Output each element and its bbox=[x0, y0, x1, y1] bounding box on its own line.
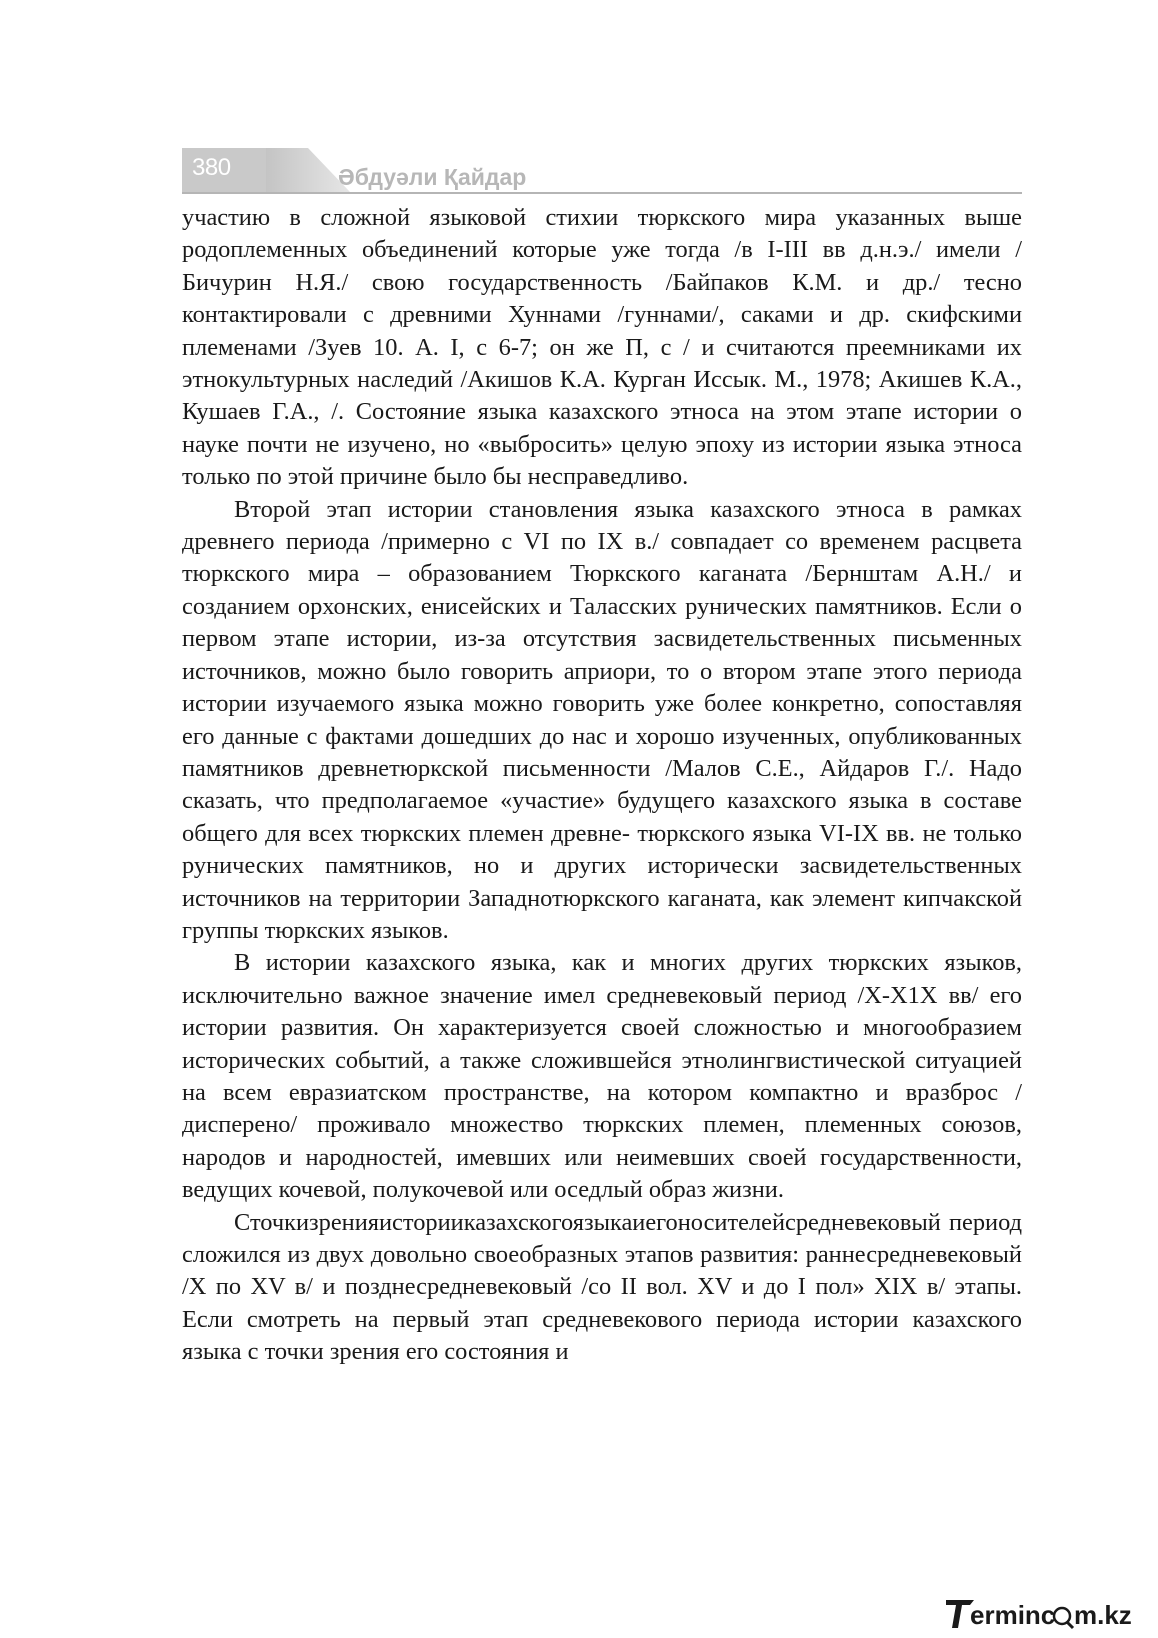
body-text bbox=[182, 202, 1022, 1369]
paragraph-1: участию в сложной языковой стихии тюркского мира указанных выше родоплеменных объединений которые уже тогда /в I-III вв д.н.э./ имели /Бичурин Н.Я./ свою государственность /Байпаков К.М. и др./ тесно контактировали с древними Хуннами /гуннами/, саками и др. скифскими племенами /Зуев 10. А. I, с 6-7; он же П, с / и считаются преемниками их этнокультурных наследий /Акишов К.А. Курган Иссык. М., 1978; Акишев К.А., Кушаев Г.А., /. Состояние языка казахского этноса на этом этапе истории о науке почти не изучено, но «выбросить» целую эпоху из истории языка этноса только по этой причине было бы несправедливо. bbox=[182, 204, 1022, 491]
running-head: Әбдуәли Қайдар bbox=[338, 164, 527, 190]
page-number: 380 bbox=[192, 154, 231, 181]
header-band bbox=[182, 148, 1022, 194]
header-rule bbox=[182, 192, 1022, 194]
termincom-logo-mark bbox=[946, 1597, 1142, 1631]
paragraph-2: Второй этап истории становления языка казахского этноса в рамках древнего периода /примерно с VI по IX в./ совпадает со временем расцвета тюркского мира – образованием Тюркского каганата /Бернштам А.Н./ и созданием орхонских, енисейских и Таласских рунических памятников. Если о первом этапе истории, из-за отсутствия засвидетельственных письменных источников, можно было говорить априори, то о втором этапе этого периода истории изучаемого языка можно говорить уже более конкретно, сопоставляя его данные с фактами дошедших до нас и хорошо изученных, опубликованных памятников древнетюркской письменности /Малов С.Е., Айдаров Г./. Надо сказать, что предполагаемое «участие» будущего казахского языка в составе общего для всех тюркских племен древне- тюркского языка VI-IX вв. не только рунических памятников, но и других исторически засвидетельственных источников на территории Западнотюркского каганата, как элемент кипчакской группы тюркских языков. bbox=[182, 495, 1022, 944]
paragraph-3: В истории казахского языка, как и многих других тюркских языков, исключительно важное значение имел средневековый период /X-X1X вв/ его истории развития. Он характеризуется своей сложностью и многообразием исторических событий, а также сложившейся этнолингвистической ситуацией на всем евразиатском пространстве, на котором компактно и вразброс /дисперено/ проживало множество тюркских племен, племенных союзов, народов и народностей, имевших или неимевших своей государственности, ведущих кочевой, полукочевой или оседлый образ жизни. bbox=[182, 949, 1022, 1204]
svg-text:erminc: erminc bbox=[970, 1600, 1056, 1630]
paragraph-4: Сточкизренияисторииказахскогоязыкаиегоносителейсредневековый период сложился из двух довольно своеобразных этапов развития: раннесредневековый /X по XV в/ и позднесредневековый /со II вол. XV и до I пол» XIX в/ этапы. Если смотреть на первый этап средневекового периода истории казахского языка с точки зрения его состояния и bbox=[182, 1208, 1022, 1366]
svg-text:m.kz: m.kz bbox=[1074, 1600, 1132, 1630]
termincom-logo bbox=[946, 1597, 1142, 1631]
page-header bbox=[182, 148, 1022, 194]
